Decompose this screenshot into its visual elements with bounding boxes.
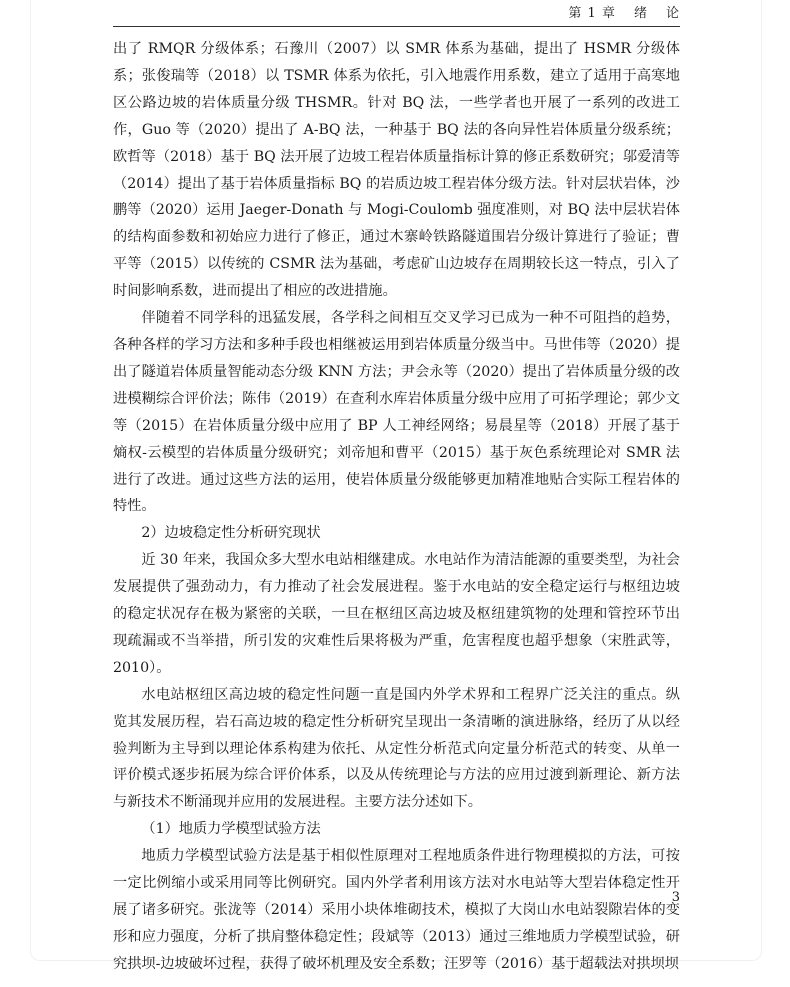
section-heading: 2）边坡稳定性分析研究现状 [141,525,321,542]
paragraph: 伴随着不同学科的迅猛发展，各学科之间相互交叉学习已成为一种不可阻挡的趋势，各种各样的学习方法和多种手段也相继被运用到岩体质量分级当中。马世伟等（2020）提出了隧道岩体质量智能动态分级 KNN 方法；尹会永等（2020）提出了岩体质量分级的改进模糊综合评价法；陈伟（2019）在查利水库岩体质量分级中应用了可拓学理论；郭少文等（2015）在岩体质量分级中应用了 BP 人工神经网络；易晨星等（2018）开展了基于熵权-云模型的岩体质量分级研究；刘帝旭和曹平（2015）基于灰色系统理论对 SMR 法进行了改进。通过这些方法的运用，使岩体质量分级能够更加精准地贴合实际工程岩体的特性。 [113,310,680,515]
subsection-heading: （1）地质力学模型试验方法 [141,821,321,838]
body-text [113,36,680,978]
page-number: 3 [671,890,680,905]
running-header [113,4,680,27]
chapter-title-part-1: 绪 [633,6,648,21]
paragraph-continuation: 出了 RMQR 分级体系；石豫川（2007）以 SMR 体系为基础，提出了 HSMR 分级体系；张俊瑞等（2018）以 TSMR 体系为依托，引入地震作用系数，建立了适用于高寒地区公路边坡的岩体质量分级 THSMR。针对 BQ 法，一些学者也开展了一系列的改进工作，Guo 等（2020）提出了 A-BQ 法，一种基于 BQ 法的各向异性岩体质量分级系统；欧哲等（2018）基于 BQ 法开展了边坡工程岩体质量指标计算的修正系数研究；邬爱清等（2014）提出了基于岩体质量指标 BQ 的岩质边坡工程岩体分级方法。针对层状岩体，沙鹏等（2020）运用 Jaeger-Donath 与 Mogi-Coulomb 强度准则，对 BQ 法中层状岩体的结构面参数和初始应力进行了修正，通过木寨岭铁路隧道围岩分级计算进行了验证；曹平等（2015）以传统的 CSMR 法为基础，考虑矿山边坡存在周期较长这一特点，引入了时间影响系数，进而提出了相应的改进措施。 [113,41,680,300]
chapter-title-part-2: 论 [665,6,680,21]
paragraph: 水电站枢纽区高边坡的稳定性问题一直是国内外学术界和工程界广泛关注的重点。纵览其发展历程，岩石高边坡的稳定性分析研究呈现出一条清晰的演进脉络，经历了从以经验判断为主导到以理论体系构建为依托、从定性分析范式向定量分析范式的转变、从单一评价模式逐步拓展为综合评价体系，以及从传统理论与方法的应用过渡到新理论、新方法与新技术不断涌现并应用的发展进程。主要方法分述如下。 [113,686,680,811]
paragraph: 近 30 年来，我国众多大型水电站相继建成。水电站作为清洁能源的重要类型，为社会发展提供了强劲动力，有力推动了社会发展进程。鉴于水电站的安全稳定运行与枢纽边坡的稳定状况存在极为紧密的关联，一旦在枢纽区高边坡及枢纽建筑物的处理和管控环节出现疏漏或不当举措，所引发的灾难性后果将极为严重，危害程度也超乎想象（宋胜武等，2010）。 [113,552,680,676]
chapter-number: 第 1 章 [568,6,616,21]
paragraph: 地质力学模型试验方法是基于相似性原理对工程地质条件进行物理模拟的方法，可按一定比例缩小或采用同等比例研究。国内外学者利用该方法对水电站等大型岩体稳定性开展了诸多研究。张泷等（2014）采用小块体堆砌技术，模拟了大岗山水电站裂隙岩体的变形和应力强度，分析了拱肩整体稳定性；段斌等（2013）通过三维地质力学模型试验，研究拱坝-边坡破坏过程，获得了破坏机理及安全系数；汪罗等（2016）基于超载法对拱坝坝 [113,848,680,972]
